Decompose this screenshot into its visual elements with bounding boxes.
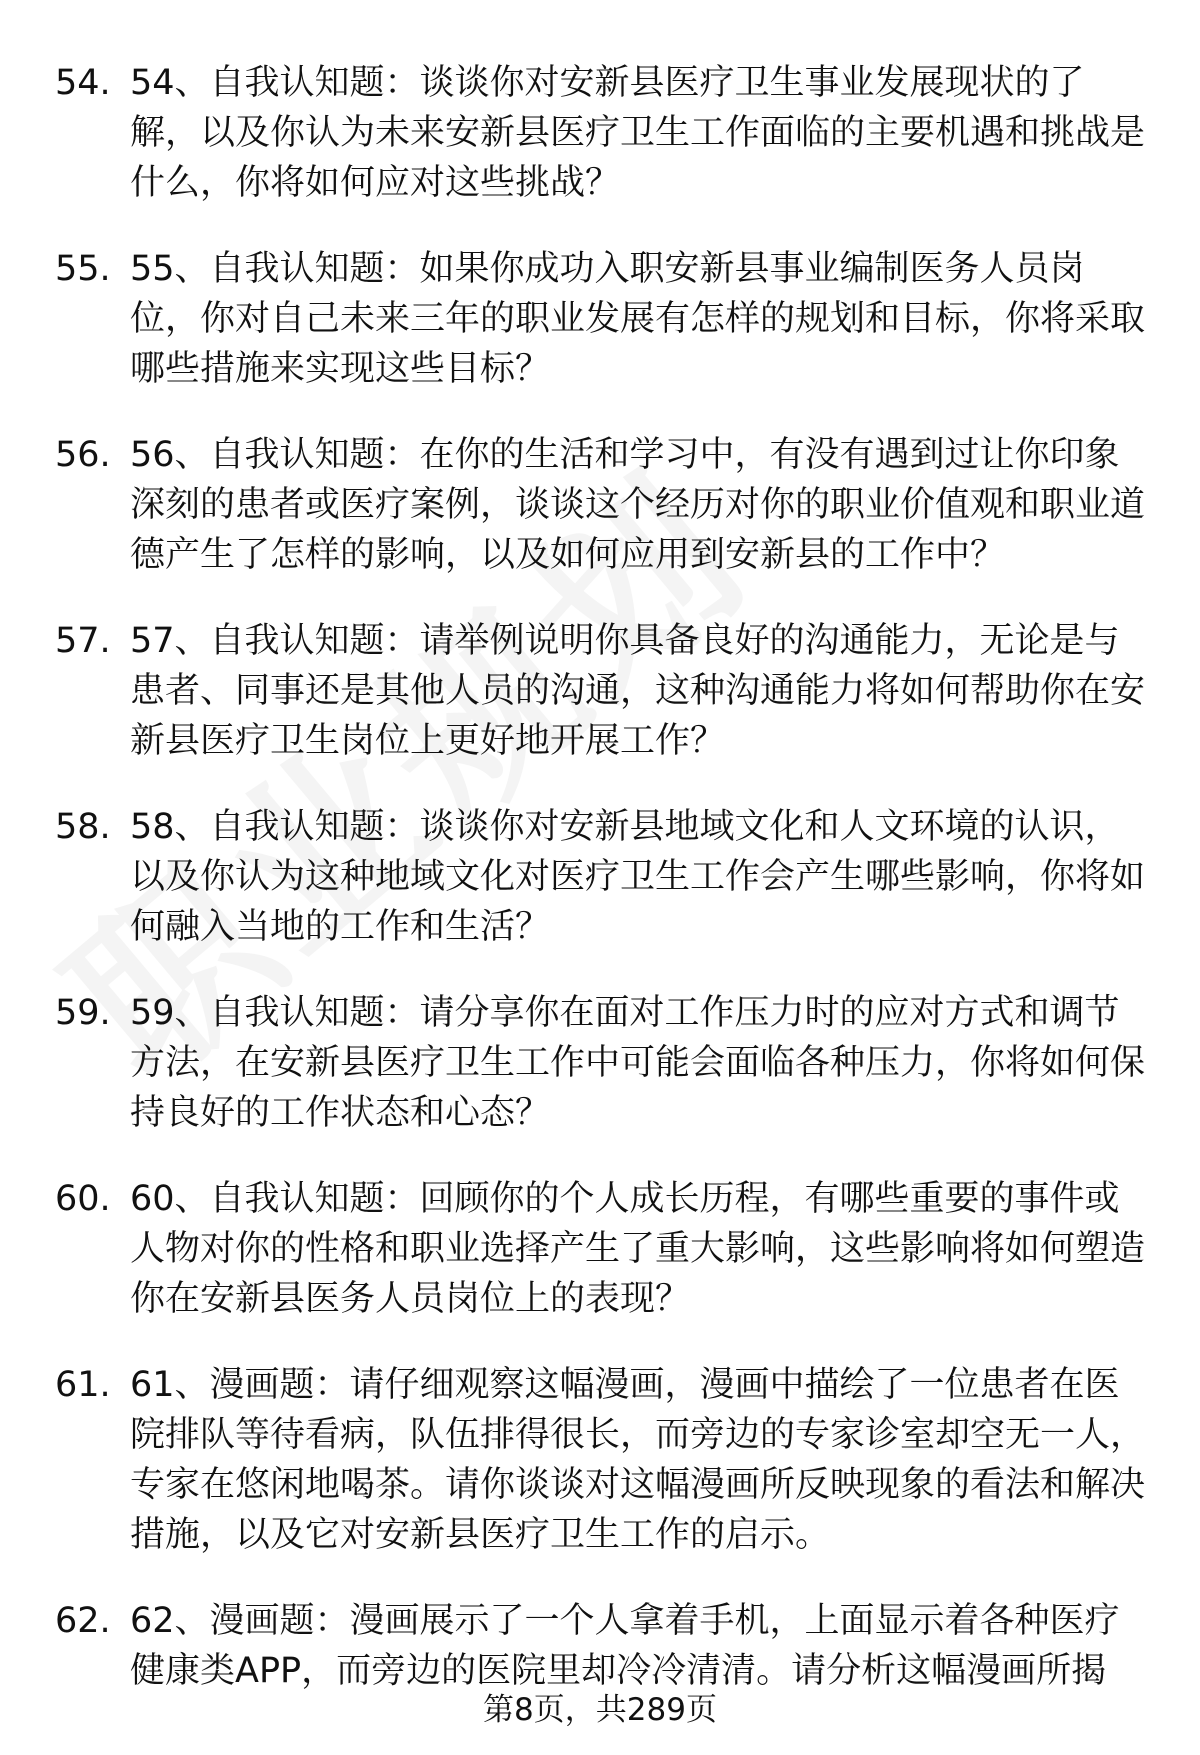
list-item [0, 1596, 1200, 1696]
list-item [0, 802, 1200, 952]
item-text: 61、漫画题：请仔细观察这幅漫画，漫画中描绘了一位患者在医院排队等待看病，队伍排得很长，而旁边的专家诊室却空无一人，专家在悠闲地喝茶。请你谈谈对这幅漫画所反映现象的看法和解决措施，以及它对安新县医疗卫生工作的启示。 [130, 1365, 1146, 1555]
list-item [0, 1174, 1200, 1324]
list-item [0, 1360, 1200, 1560]
list-item [0, 988, 1200, 1138]
item-number: 62. [55, 1601, 111, 1641]
item-text: 56、自我认知题：在你的生活和学习中，有没有遇到过让你印象深刻的患者或医疗案例，谈谈这个经历对你的职业价值观和职业道德产生了怎样的影响，以及如何应用到安新县的工作中？ [130, 435, 1146, 575]
item-number: 59. [55, 993, 111, 1033]
item-number: 56. [55, 435, 111, 475]
item-text: 54、自我认知题：谈谈你对安新县医疗卫生事业发展现状的了解，以及你认为未来安新县医疗卫生工作面临的主要机遇和挑战是什么，你将如何应对这些挑战？ [130, 63, 1146, 203]
item-text: 57、自我认知题：请举例说明你具备良好的沟通能力，无论是与患者、同事还是其他人员的沟通，这种沟通能力将如何帮助你在安新县医疗卫生岗位上更好地开展工作？ [130, 621, 1146, 761]
question-list [0, 58, 1200, 1732]
item-text: 58、自我认知题：谈谈你对安新县地域文化和人文环境的认识，以及你认为这种地域文化对医疗卫生工作会产生哪些影响，你将如何融入当地的工作和生活？ [130, 807, 1146, 947]
list-item [0, 244, 1200, 394]
item-text: 55、自我认知题：如果你成功入职安新县事业编制医务人员岗位，你对自己未来三年的职业发展有怎样的规划和目标，你将采取哪些措施来实现这些目标？ [130, 249, 1146, 389]
item-text: 59、自我认知题：请分享你在面对工作压力时的应对方式和调节方法，在安新县医疗卫生工作中可能会面临各种压力，你将如何保持良好的工作状态和心态？ [130, 993, 1146, 1133]
item-number: 57. [55, 621, 111, 661]
item-text: 60、自我认知题：回顾你的个人成长历程，有哪些重要的事件或人物对你的性格和职业选择产生了重大影响，这些影响将如何塑造你在安新县医务人员岗位上的表现？ [130, 1179, 1146, 1319]
item-number: 55. [55, 249, 111, 289]
item-number: 58. [55, 807, 111, 847]
list-item [0, 58, 1200, 208]
item-number: 60. [55, 1179, 111, 1219]
list-item [0, 616, 1200, 766]
item-number: 54. [55, 63, 111, 103]
item-number: 61. [55, 1365, 111, 1405]
list-item [0, 430, 1200, 580]
item-text: 62、漫画题：漫画展示了一个人拿着手机，上面显示着各种医疗健康类APP，而旁边的医院里却冷冷清清。请分析这幅漫画所揭 [130, 1601, 1120, 1691]
page-footer: 第8页，共289页 [483, 1692, 717, 1728]
